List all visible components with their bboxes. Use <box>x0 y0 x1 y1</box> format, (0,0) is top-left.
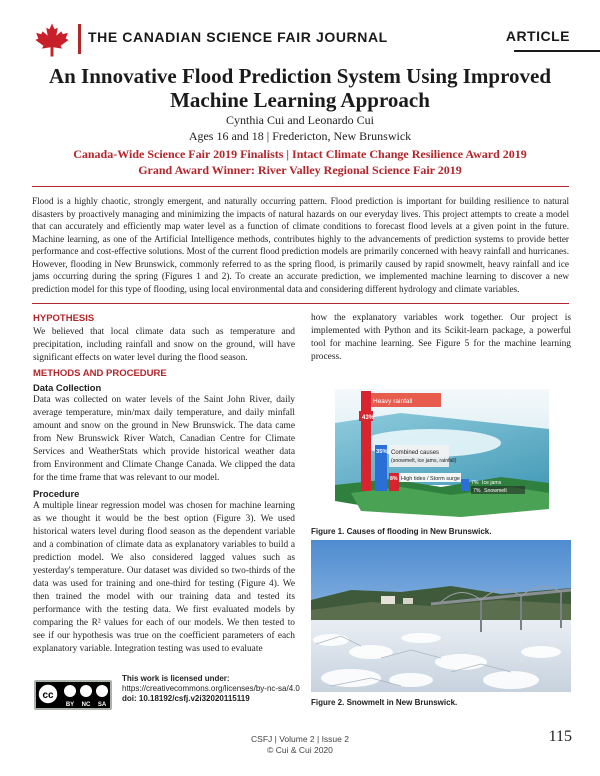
article-title <box>20 64 580 112</box>
procedure-heading: Procedure <box>33 488 80 499</box>
hypothesis-text: We believed that local climate data such as temperature and precipitation, including rainfall and snow on the ground, will have significant effects on water level during the flood season. <box>33 327 295 363</box>
sa-icon: SA <box>97 702 107 708</box>
methods-heading: METHODS AND PROCEDURE <box>33 368 167 379</box>
combined-pct: 35% <box>376 449 388 455</box>
ice-pct: 7% <box>471 480 479 486</box>
journal-header <box>34 18 574 60</box>
journal-title: THE CANADIAN SCIENCE FAIR JOURNAL <box>88 29 388 45</box>
article-tag: ARTICLE <box>505 28 570 44</box>
ages-location: Ages 16 and 18 | Fredericton, New Brunswick <box>188 129 412 143</box>
snowmelt-photo <box>311 540 571 692</box>
license-heading: This work is licensed under: <box>122 674 230 683</box>
authors: Cynthia Cui and Leonardo Cui <box>226 113 374 127</box>
award-line-2: Grand Award Winner: River Valley Regional Science Fair 2019 <box>138 163 462 177</box>
title-line-1: An Innovative Flood Prediction System Using Improved <box>48 64 552 88</box>
header-divider <box>78 24 81 54</box>
header-rule <box>514 50 600 52</box>
abstract: Flood is a highly chaotic, strongly emergent, and naturally occurring pattern. Flood prediction is important for building resilience to natural disasters by proactively managing and minimizing the impacts of natural hazards on our everyday lives. This project attempts to create a model that can accurately and efficiently map water level as a function of climate conditions to forecast flood levels at a given point in the future. Machine learning, as one of the Artificial Intelligence methods, contributes highly to the advancements of prediction systems to provide better performance and cost-effective solutions. Most of the current flood prediction models are primarily concerned with heavy rainfall and hurricanes. However, flooding in New Brunswick, commonly referred to as the spring flood, is primarily caused by rapid snowmelt, heavy rainfall and ice jams occurring during the spring (Figures 1 and 2). To create an accurate prediction, we implemented machine learning to discover a new prediction model for this type of flooding, using local environmental data and considering different hydrology and climate variables. <box>32 186 569 304</box>
figure-2 <box>311 540 571 692</box>
left-column <box>33 312 295 658</box>
footer-volume: CSFJ | Volume 2 | Issue 2 <box>251 734 349 744</box>
award-line-1: Canada-Wide Science Fair 2019 Finalists | Intact Climate Change Resilience Award 2019 <box>73 147 527 161</box>
snow-label: Snowmelt <box>484 488 507 494</box>
right-column-text: how the explanatory variables work together. Our project is implemented with Python and its Scikit-learn package, a powerful tool for machine learning. See Figure 5 for the machine learning process. <box>311 313 571 362</box>
combined-detail: (snowmelt, ice jams, rainfall) <box>391 458 457 464</box>
data-collection-heading: Data Collection <box>33 382 102 393</box>
snow-pct: 7% <box>473 488 481 494</box>
figure-1 <box>311 383 571 521</box>
figure-1-caption: Figure 1. Causes of flooding in New Brunswick. <box>311 527 492 536</box>
heavy-rain-pct: 43% <box>362 415 375 421</box>
footer-copyright: © Cui & Cui 2020 <box>267 745 333 755</box>
page-number: 115 <box>548 728 572 745</box>
figure-2-caption: Figure 2. Snowmelt in New Brunswick. <box>311 698 458 707</box>
combined-label: Combined causes <box>391 450 440 456</box>
procedure-text: A multiple linear regression model was chosen for machine learning as we thought it would be the best option (Figure 3). We used historical waters level during flood season as the dependent variable and a combination of climate data as explanatory variables to build a prediction model. We also considered lagged values such as yesterday's temperature. Our dataset was divided so two-thirds of the data was used for training and one-third for testing (Figure 4). We then trained the model with our training data and tested its performance with the testing data. We first evaluated models by comparing the R² values for each of our models. We then tested to see if our hypothesis was true on the coefficient parameters of each explanatory variable. Integration testing was used to evaluate <box>33 501 295 654</box>
by-icon: BY <box>65 702 75 708</box>
cc-license-badge <box>34 680 112 710</box>
flood-causes-illustration <box>311 383 571 521</box>
tides-pct: 8% <box>390 476 398 482</box>
doi[interactable]: doi: 10.18192/csfj.v2i32020115119 <box>122 694 250 703</box>
ice-label: Ice jams <box>482 480 502 486</box>
footer <box>230 734 370 756</box>
title-line-2: Machine Learning Approach <box>170 88 430 112</box>
tides-label: High tides / Storm surge <box>401 476 460 482</box>
hypothesis-heading: HYPOTHESIS <box>33 313 95 324</box>
heavy-rain-label: Heavy rainfall <box>373 398 413 405</box>
nc-icon: NC <box>81 702 91 708</box>
cc-icon: cc <box>42 690 54 701</box>
data-collection-text: Data was collected on water levels of the Saint John River, daily average temperature, min/max daily temperature, and daily minfall amount and snow on the ground in New Brunswick. The data came from New Brunswick River Watch, Canadian Centre for Climate Services and WeatherStats which provide historical weather data from Environment and Climate Change Canada. We clipped the data for the time frame that was relevant to our model. <box>33 395 295 483</box>
license-block <box>122 674 302 704</box>
maple-leaf-icon <box>34 22 70 58</box>
license-url[interactable]: https://creativecommons.org/licenses/by-nc-sa/4.0 <box>122 684 300 693</box>
